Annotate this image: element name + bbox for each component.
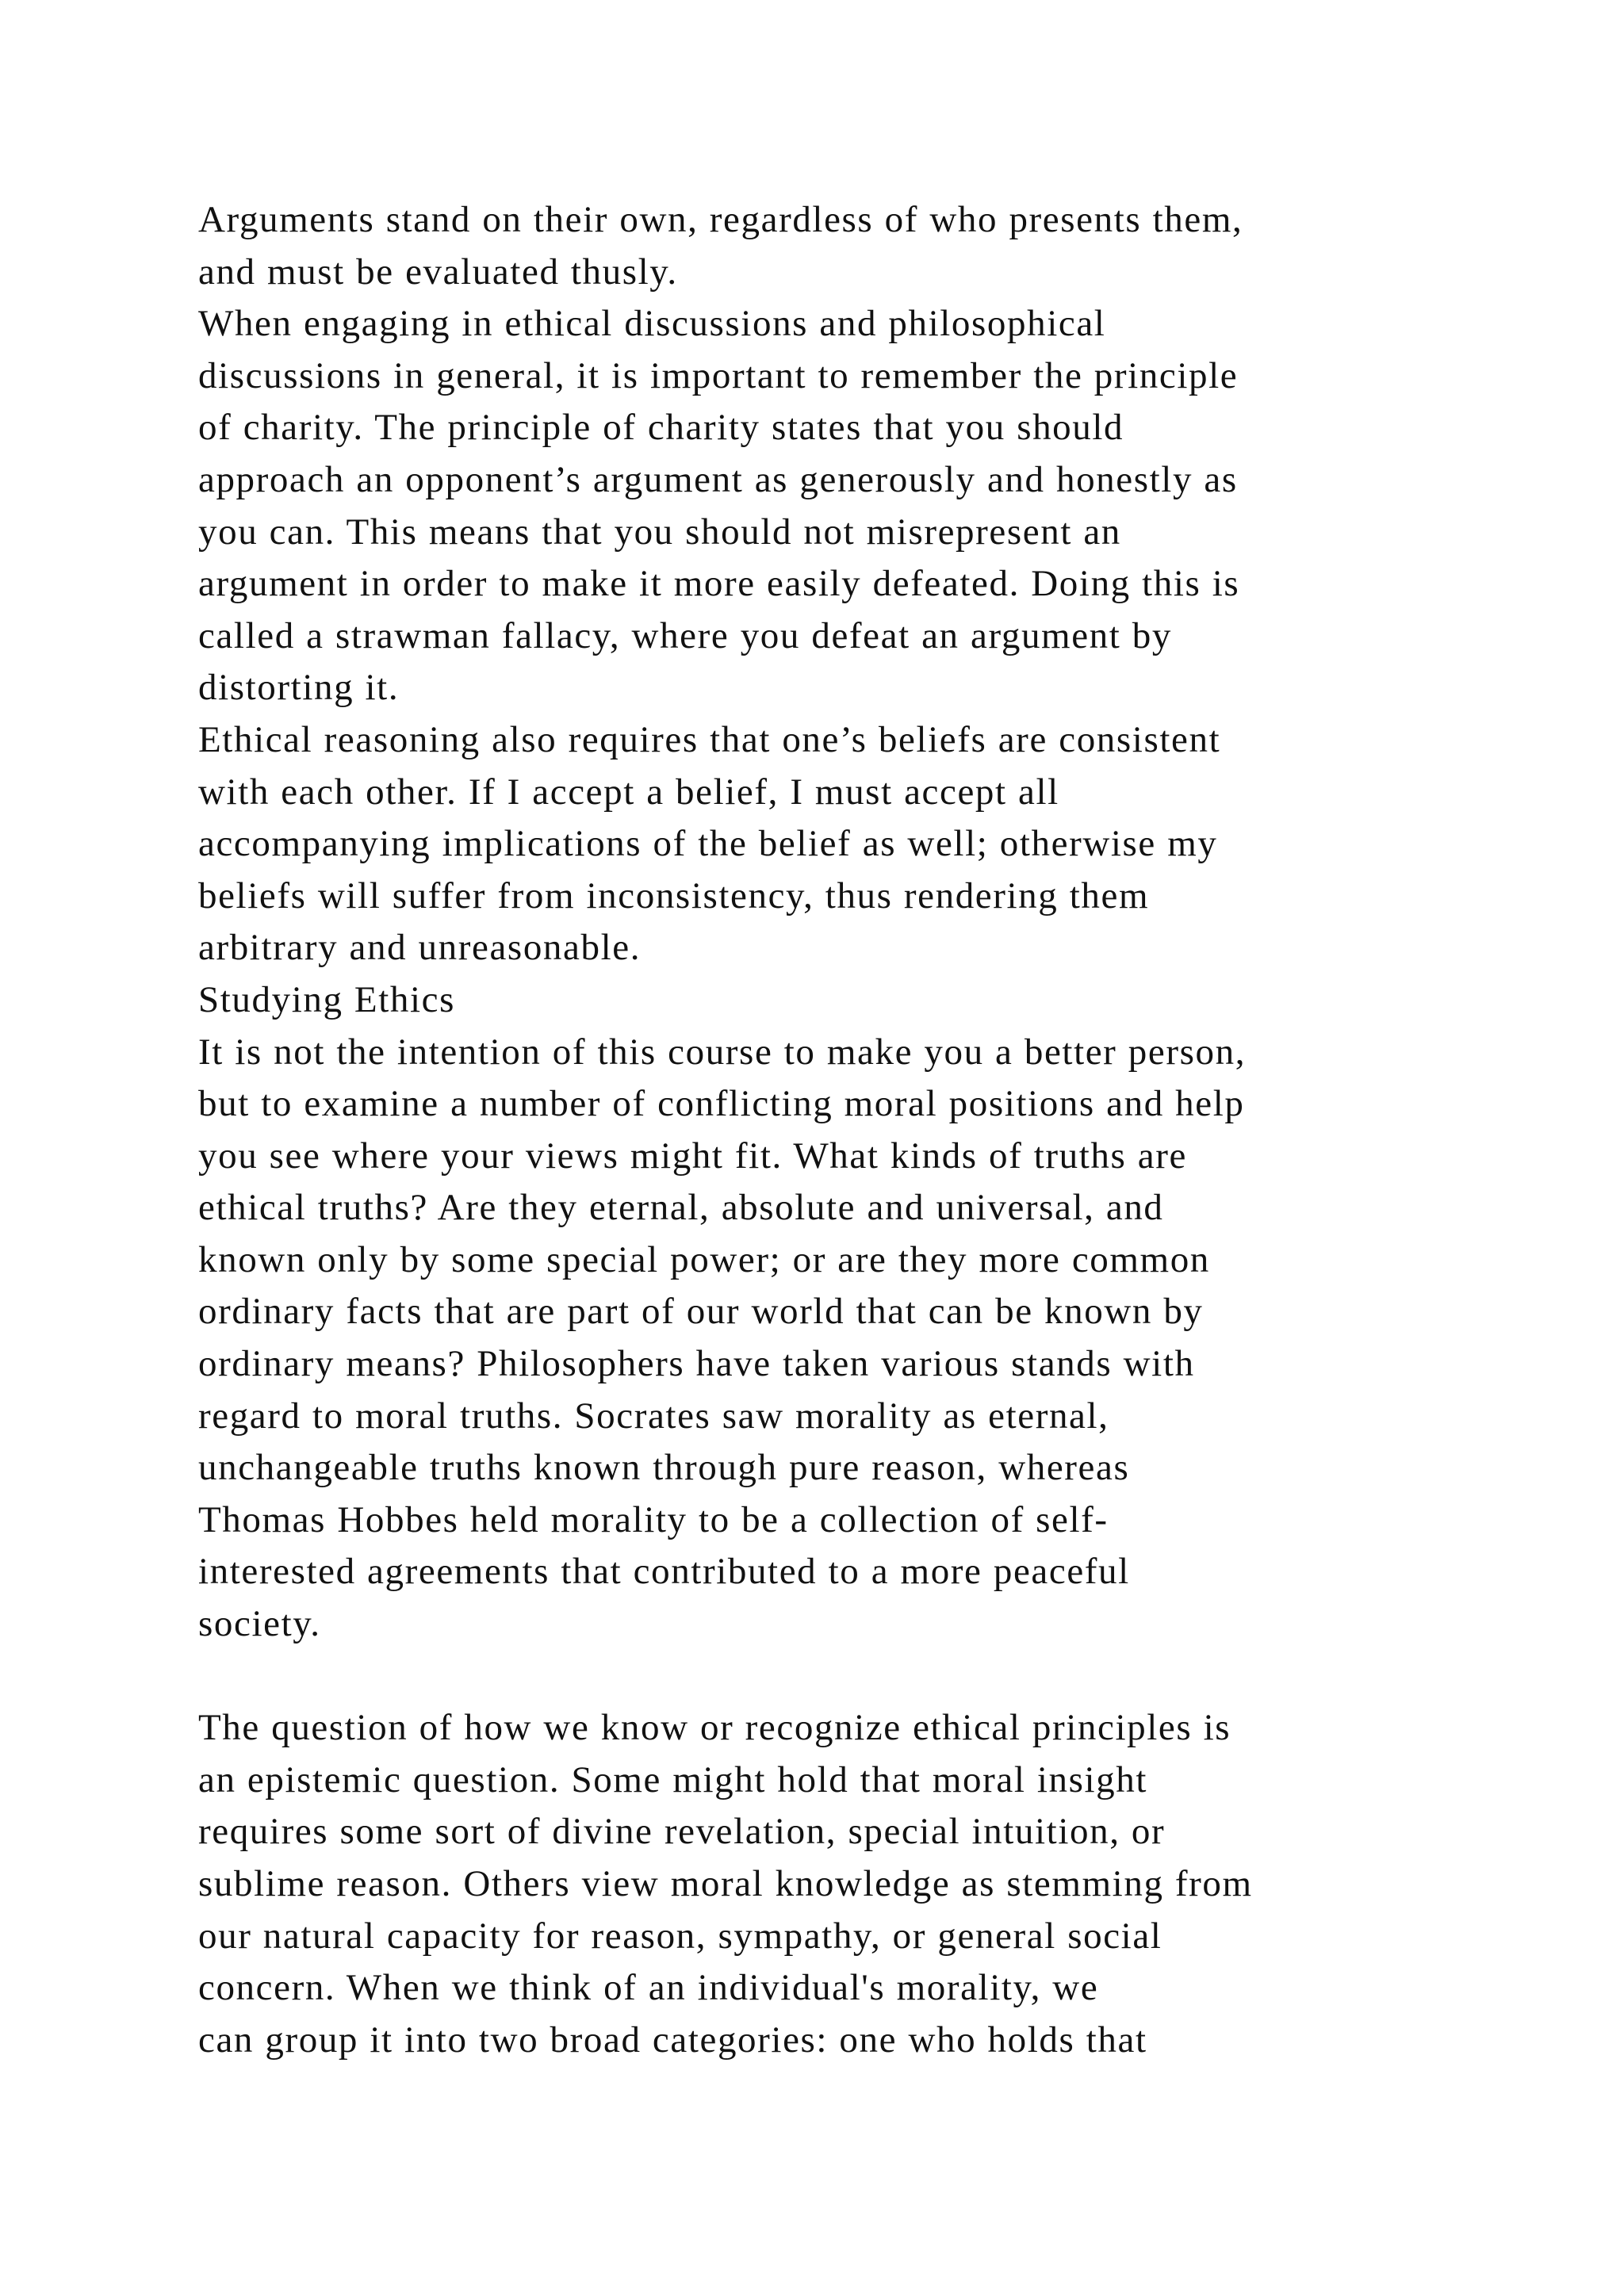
text-line: but to examine a number of conflicting moral positions and help: [198, 1083, 1245, 1125]
text-line: and must be evaluated thusly.: [198, 251, 678, 293]
text-line: requires some sort of divine revelation, special intuition, or: [198, 1811, 1166, 1853]
text-line: discussions in general, it is important to remember the principle: [198, 354, 1239, 396]
text-line: our natural capacity for reason, sympathy, or general social: [198, 1915, 1162, 1957]
text-line: arbitrary and unreasonable.: [198, 927, 642, 969]
text-line: you can. This means that you should not misrepresent an: [198, 511, 1121, 553]
text-line: distorting it.: [198, 667, 400, 709]
text-line: society.: [198, 1603, 321, 1645]
text-line: When engaging in ethical discussions and philosophical: [198, 303, 1106, 345]
text-line: ordinary means? Philosophers have taken various stands with: [198, 1343, 1195, 1385]
text-line: sublime reason. Others view moral knowledge as stemming from: [198, 1863, 1253, 1904]
text-line: Thomas Hobbes held morality to be a collection of self-: [198, 1498, 1109, 1540]
document-body: [198, 194, 1467, 2066]
text-line: accompanying implications of the belief as well; otherwise my: [198, 823, 1218, 865]
text-line: beliefs will suffer from inconsistency, thus rendering them: [198, 874, 1150, 916]
section-heading: Studying Ethics: [198, 978, 455, 1020]
text-line: Arguments stand on their own, regardless of who presents them,: [198, 199, 1243, 240]
text-line: argument in order to make it more easily defeated. Doing this is: [198, 563, 1240, 605]
text-line: interested agreements that contributed to a more peaceful: [198, 1551, 1130, 1593]
text-line: unchangeable truths known through pure reason, whereas: [198, 1447, 1130, 1489]
text-line: concern. When we think of an individual's morality, we: [198, 1967, 1099, 2009]
text-line: Ethical reasoning also requires that one’s beliefs are consistent: [198, 718, 1221, 760]
text-line: can group it into two broad categories: one who holds that: [198, 2019, 1147, 2061]
paragraph-gap: [198, 1651, 1467, 1703]
text-line: an epistemic question. Some might hold that moral insight: [198, 1758, 1148, 1800]
text-line: known only by some special power; or are they more common: [198, 1238, 1210, 1280]
text-line: regard to moral truths. Socrates saw morality as eternal,: [198, 1395, 1109, 1437]
text-line: The question of how we know or recognize ethical principles is: [198, 1707, 1231, 1749]
text-line: approach an opponent’s argument as generously and honestly as: [198, 458, 1238, 500]
text-line: ordinary facts that are part of our world that can be known by: [198, 1291, 1204, 1333]
text-line: with each other. If I accept a belief, I must accept all: [198, 771, 1059, 813]
text-line: called a strawman fallacy, where you defeat an argument by: [198, 614, 1172, 656]
text-line: ethical truths? Are they eternal, absolute and universal, and: [198, 1187, 1164, 1229]
text-line: of charity. The principle of charity states that you should: [198, 407, 1124, 449]
text-line: It is not the intention of this course to make you a better person,: [198, 1031, 1247, 1073]
text-line: you see where your views might fit. What kinds of truths are: [198, 1135, 1187, 1177]
